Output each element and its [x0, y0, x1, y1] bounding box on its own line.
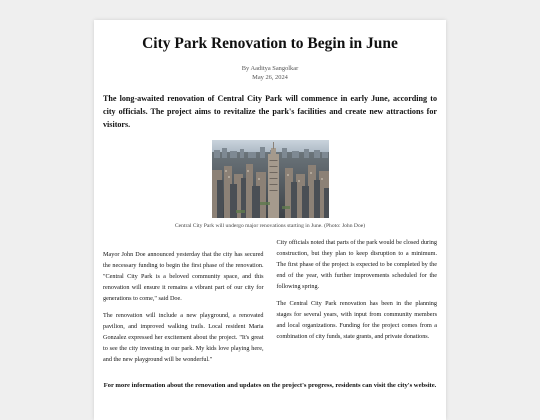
article-title: City Park Renovation to Begin in June	[142, 35, 398, 52]
body-paragraph: City officials noted that parts of the park would be closed during construction, but they plan to keep disruption to a minimum. The first phase of the project is expected to be completed by the end of the year, with further improvements scheduled for the following spring.	[276, 239, 437, 290]
article-lede: The long-awaited renovation of Central City Park will commence in early June, according to city officials. The project aims to revitalize the park's facilities and create new attractions for visitors.	[103, 94, 437, 129]
photo-caption: Central City Park will undergo major renovations starting in June. (Photo: John Doe)	[174, 223, 366, 229]
closing-note: For more information about the renovation and updates on the project's progress, residents can visit the city's website.	[103, 382, 437, 389]
article-byline: By Aaditya Sangolkar	[241, 65, 299, 72]
right-column	[277, 237, 438, 371]
body-paragraph: The renovation will include a new playground, a renovated pavilion, and improved walking trails. Local resident Maria Gonzalez expressed her excitement about the project. "It's great to see the city investing in our park. My kids love playing here, and the new playground will be wonderful."	[103, 312, 264, 363]
body-paragraph: The Central City Park renovation has been in the planning stages for several years, with input from community members and local organizations. Funding for the project comes from a combination of city funds, state grants, and private donations.	[276, 300, 437, 340]
city-skyline-photo	[212, 140, 329, 218]
article-figure	[103, 140, 437, 230]
article-body	[103, 237, 437, 371]
left-column	[103, 237, 264, 371]
article-date: May 26, 2024	[252, 74, 288, 81]
body-paragraph: Mayor John Doe announced yesterday that the city has secured the necessary funding to begin the first phase of the renovation. "Central City Park is a beloved community space, and this renovation will ensure it remains a vibrant part of our city for generations to come," said Doe.	[103, 251, 264, 302]
article-page	[94, 20, 446, 420]
